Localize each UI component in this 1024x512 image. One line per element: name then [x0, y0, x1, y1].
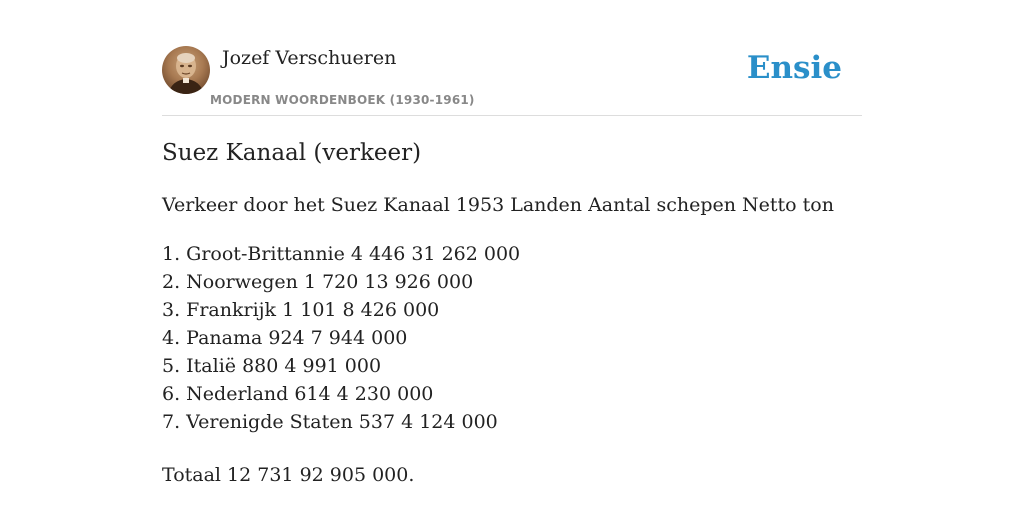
country-list [162, 240, 520, 436]
list-item: 5. Italië 880 4 991 000 [162, 355, 382, 377]
list-item: 3. Frankrijk 1 101 8 426 000 [162, 299, 440, 321]
portrait-image [162, 46, 210, 94]
author-avatar[interactable] [162, 46, 210, 94]
article-intro: Verkeer door het Suez Kanaal 1953 Landen Aantal schepen Netto ton [162, 194, 834, 216]
article-title: Suez Kanaal (verkeer) [162, 140, 422, 166]
page-header [162, 46, 862, 116]
article-total: Totaal 12 731 92 905 000. [162, 464, 415, 486]
ensie-logo[interactable]: Ensie [746, 50, 842, 86]
source-label[interactable]: MODERN WOORDENBOEK (1930-1961) [210, 93, 475, 107]
list-item: 1. Groot-Brittannie 4 446 31 262 000 [162, 243, 521, 265]
list-item: 6. Nederland 614 4 230 000 [162, 383, 434, 405]
list-item: 7. Verenigde Staten 537 4 124 000 [162, 411, 498, 433]
list-item: 2. Noorwegen 1 720 13 926 000 [162, 271, 474, 293]
author-name[interactable]: Jozef Verschueren [222, 47, 397, 69]
list-item: 4. Panama 924 7 944 000 [162, 327, 408, 349]
